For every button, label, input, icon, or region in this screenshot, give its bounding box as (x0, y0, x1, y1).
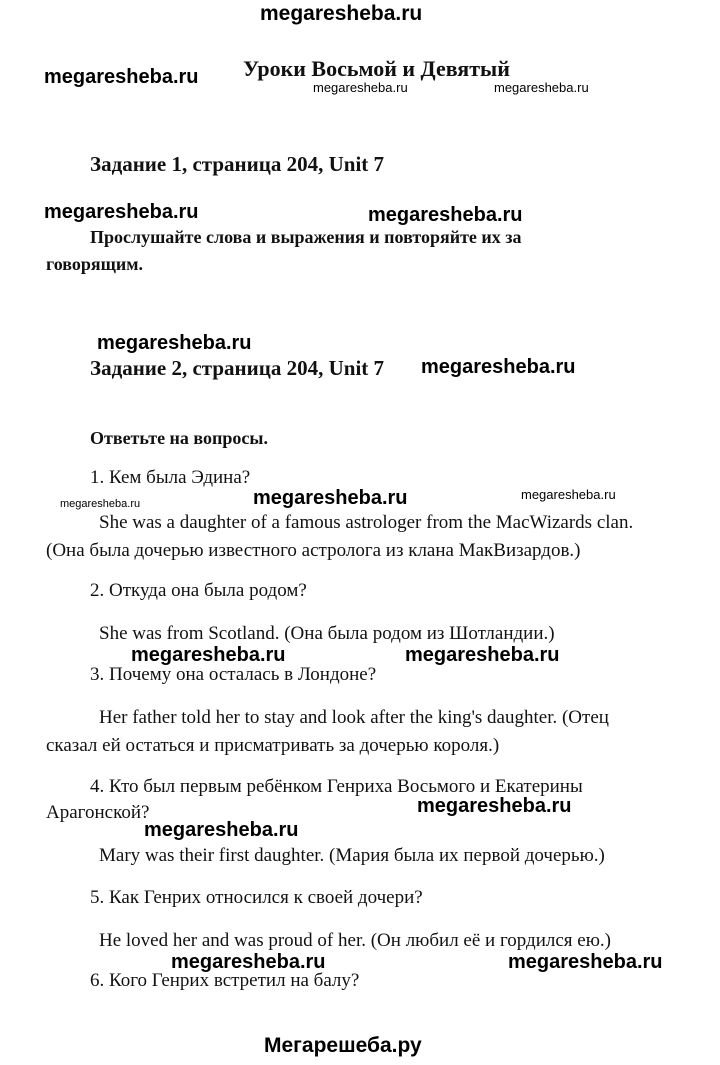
watermark: megaresheba.ru (60, 498, 141, 510)
question-1: 1. Кем была Эдина? (90, 467, 251, 488)
watermark: megaresheba.ru (508, 951, 663, 973)
answer-1-line1: She was a daughter of a famous astrologer from the MacWizards clan. (99, 512, 634, 533)
watermark: megaresheba.ru (171, 951, 326, 973)
watermark: megaresheba.ru (521, 487, 616, 502)
watermark-bottom: Мегарешеба.ру (264, 1034, 422, 1057)
question-4-line2: Арагонской? (46, 802, 150, 823)
watermark: megaresheba.ru (421, 356, 576, 378)
question-5: 5. Как Генрих относился к своей дочери? (90, 887, 423, 908)
task1-heading: Задание 1, страница 204, Unit 7 (90, 152, 385, 176)
watermark: megaresheba.ru (44, 201, 199, 223)
answer-3-line2: сказал ей остаться и присматривать за дочерью короля.) (46, 735, 500, 756)
question-4-line1: 4. Кто был первым ребёнком Генриха Восьмого и Екатерины (90, 776, 583, 797)
answer-2: She was from Scotland. (Она была родом из Шотландии.) (99, 623, 555, 644)
task2-heading: Задание 2, страница 204, Unit 7 (90, 356, 385, 380)
task2-instruction: Ответьте на вопросы. (90, 428, 268, 448)
question-6: 6. Кого Генрих встретил на балу? (90, 970, 360, 991)
watermark: megaresheba.ru (131, 644, 286, 666)
page-title: Уроки Восьмой и Девятый (243, 56, 510, 81)
watermark: megaresheba.ru (313, 80, 408, 95)
question-2: 2. Откуда она была родом? (90, 580, 307, 601)
watermark: megaresheba.ru (494, 80, 589, 95)
watermark: megaresheba.ru (144, 819, 299, 841)
watermark: megaresheba.ru (417, 795, 572, 817)
answer-5: He loved her and was proud of her. (Он любил её и гордился ею.) (99, 930, 611, 951)
question-3: 3. Почему она осталась в Лондоне? (90, 664, 377, 685)
watermark: megaresheba.ru (405, 644, 560, 666)
task1-instruction-line2: говорящим. (46, 254, 143, 274)
watermark: megaresheba.ru (253, 487, 408, 509)
watermark: megaresheba.ru (44, 66, 199, 88)
watermark: megaresheba.ru (97, 332, 252, 354)
answer-4: Mary was their first daughter. (Мария была их первой дочерью.) (99, 845, 605, 866)
task1-instruction-line1: Прослушайте слова и выражения и повторяйте их за (90, 227, 522, 247)
answer-1-line2: (Она была дочерью известного астролога из клана МакВизардов.) (46, 540, 581, 561)
watermark: megaresheba.ru (368, 204, 523, 226)
answer-3-line1: Her father told her to stay and look after the king's daughter. (Отец (99, 707, 609, 728)
watermark-top: megaresheba.ru (260, 2, 423, 25)
